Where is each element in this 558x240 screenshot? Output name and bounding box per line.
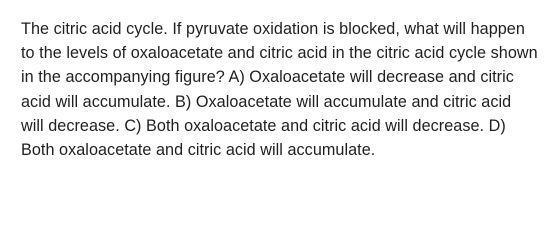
question-text: The citric acid cycle. If pyruvate oxidation is blocked, what will happen to the levels of oxaloacetate and citric acid in the citric acid cycle shown in the accompanying figure? A) Oxaloacetate will decrease and citric acid will accumulate. B) Oxaloacetate will accumulate and citric acid will decrease. C) Both oxaloacetate and citric acid will decrease. D) Both oxaloacetate and citric acid will accumulate. — [21, 20, 538, 160]
